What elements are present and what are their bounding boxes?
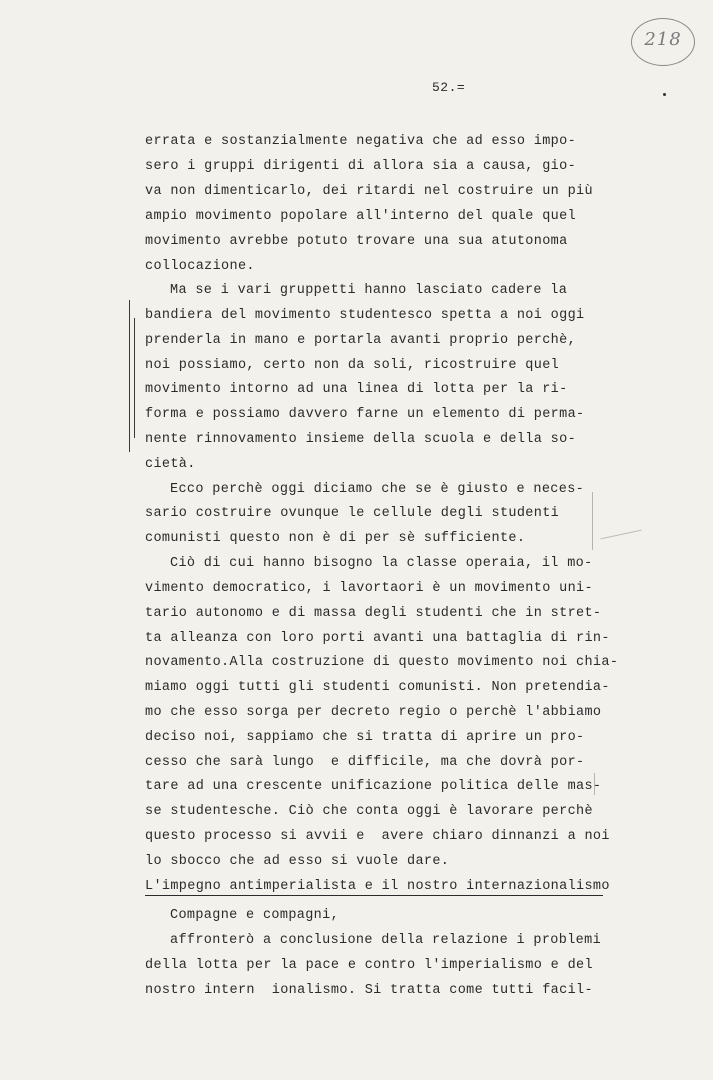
text-line: novamento.Alla costruzione di questo movimento noi chia- [145, 655, 619, 670]
text-line: lo sbocco che ad esso si vuole dare. [145, 854, 450, 869]
text-line: vimento democratico, i lavortaori è un movimento uni- [145, 581, 593, 596]
archive-number-stamp [631, 18, 695, 66]
text-line: se studentesche. Ciò che conta oggi è lavorare perchè [145, 804, 593, 819]
text-line: nostro intern ionalismo. Si tratta come tutti facil- [145, 983, 593, 998]
text-line: collocazione. [145, 259, 255, 274]
text-line: errata e sostanzialmente negativa che ad esso impo- [145, 134, 577, 149]
margin-bracket-mark-inner [134, 318, 135, 438]
text-line: Compagne e compagni, [170, 908, 340, 923]
text-line: nente rinnovamento insieme della scuola e della so- [145, 432, 577, 447]
text-line: tario autonomo e di massa degli studenti che in stret- [145, 606, 602, 621]
margin-bracket-mark [129, 300, 130, 452]
margin-scribble [600, 530, 641, 540]
text-line: forma e possiamo davvero farne un elemento di perma- [145, 407, 585, 422]
text-line: affronterò a conclusione della relazione i problemi [170, 933, 602, 948]
text-line: movimento avrebbe potuto trovare una sua atutonoma [145, 234, 568, 249]
text-line: comunisti questo non è di per sè sufficiente. [145, 531, 526, 546]
text-line: cietà. [145, 457, 196, 472]
margin-faint-mark [592, 492, 593, 550]
text-line: cesso che sarà lungo e difficile, ma che dovrà por- [145, 755, 585, 770]
archive-number-text: 218 [644, 29, 682, 50]
text-line: ta alleanza con loro porti avanti una battaglia di rin- [145, 631, 610, 646]
text-line: sero i gruppi dirigenti di allora sia a causa, gio- [145, 159, 577, 174]
text-line: va non dimenticarlo, dei ritardi nel costruire un più [145, 184, 593, 199]
text-line: ampio movimento popolare all'interno del quale quel [145, 209, 577, 224]
text-line: sario costruire ovunque le cellule degli studenti [145, 506, 560, 521]
text-line: della lotta per la pace e contro l'imperialismo e del [145, 958, 593, 973]
text-line: noi possiamo, certo non da soli, ricostruire quel [145, 358, 560, 373]
text-line: miamo oggi tutti gli studenti comunisti. Non pretendia- [145, 680, 610, 695]
section-heading: L'impegno antimperialista e il nostro internazionalismo [145, 879, 610, 894]
page-number: 52.= [432, 80, 466, 95]
text-line: Ma se i vari gruppetti hanno lasciato cadere la [170, 283, 568, 298]
text-line: deciso noi, sappiamo che si tratta di aprire un pro- [145, 730, 585, 745]
ink-dot [663, 93, 666, 96]
heading-underline [145, 895, 603, 896]
text-line: mo che esso sorga per decreto regio o perchè l'abbiamo [145, 705, 602, 720]
text-line: Ecco perchè oggi diciamo che se è giusto e neces- [170, 482, 585, 497]
text-line: Ciò di cui hanno bisogno la classe operaia, il mo- [170, 556, 593, 571]
text-line: prenderla in mano e portarla avanti proprio perchè, [145, 333, 577, 348]
text-line: questo processo si avvii e avere chiaro dinnanzi a noi [145, 829, 610, 844]
text-line: bandiera del movimento studentesco spetta a noi oggi [145, 308, 585, 323]
text-line: tare ad una crescente unificazione politica delle mas- [145, 779, 602, 794]
text-line: movimento intorno ad una linea di lotta per la ri- [145, 382, 568, 397]
